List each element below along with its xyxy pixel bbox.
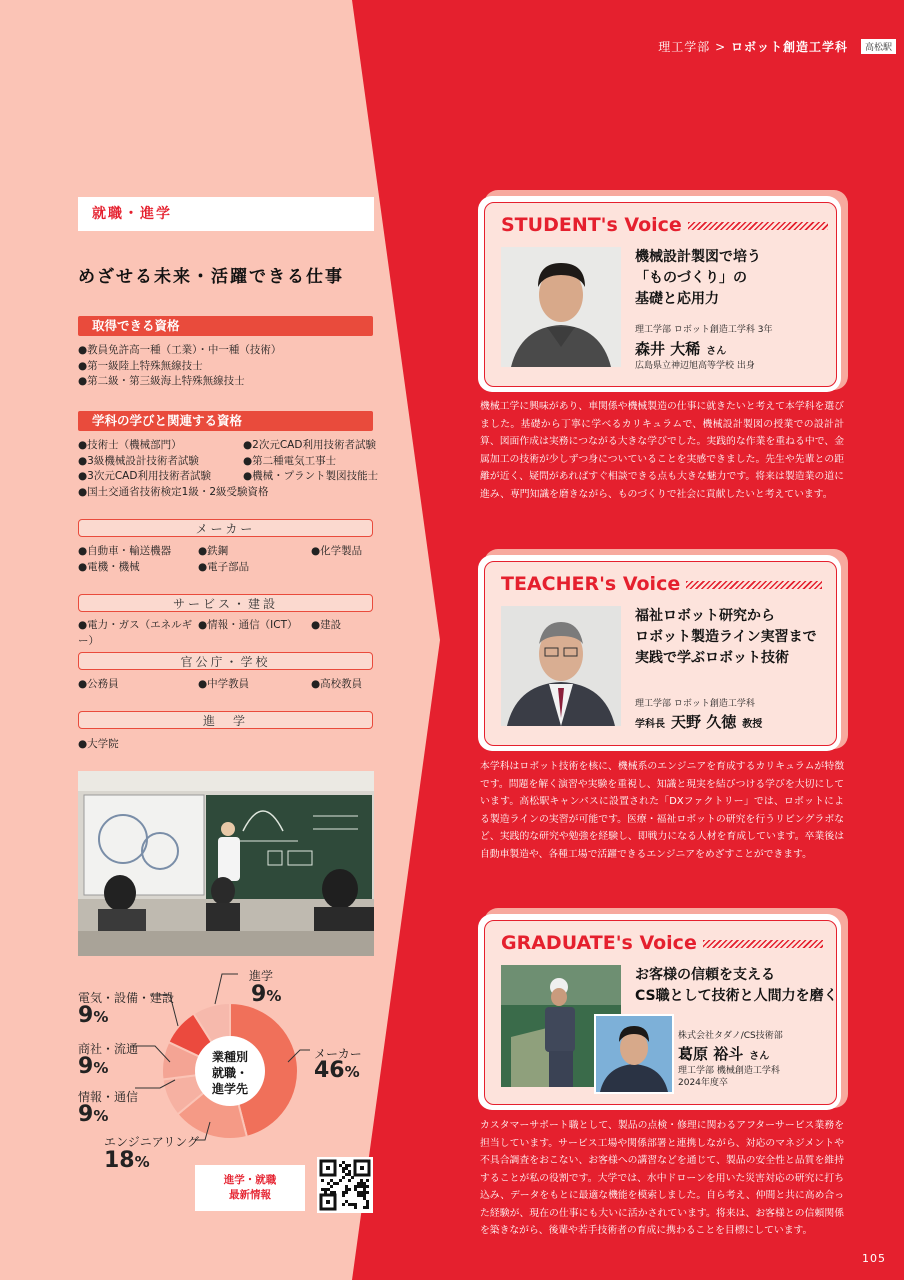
donut-value-shingaku: 9% [251, 982, 282, 1007]
student-voice-title: STUDENT's Voice [501, 214, 828, 236]
qr-cell [345, 1191, 348, 1194]
qr-cell [357, 1185, 360, 1188]
outlet-list-service [78, 618, 378, 649]
list-item: ●3次元CAD利用技術者試験 [78, 470, 211, 482]
donut-center-line: 業種別 [211, 1050, 249, 1064]
outlet-list-maker [78, 544, 378, 575]
qr-cell [348, 1188, 351, 1191]
section-tag: 就職・進学 [78, 197, 374, 231]
graduate-year: 2024年度卒 [678, 1078, 728, 1088]
outlet-heading-maker: メーカー [78, 519, 373, 537]
donut-label-info: 情報・通信 [78, 1090, 139, 1104]
breadcrumb-parent[interactable]: 理工学部 [658, 40, 711, 54]
teacher-photo [501, 606, 621, 726]
list-item: ●建設 [311, 619, 342, 631]
qr-code[interactable] [317, 1157, 373, 1213]
related-list [78, 438, 378, 485]
list-item: ●電子部品 [198, 560, 250, 573]
teacher-voice-title: TEACHER's Voice [501, 573, 822, 595]
qr-cell [360, 1194, 363, 1197]
qr-cell [345, 1167, 348, 1170]
station-badge: 高松駅 [861, 39, 896, 54]
donut-value-info: 9% [78, 1102, 109, 1127]
qr-cell [363, 1191, 366, 1194]
section-heading: めざせる未来・活躍できる仕事 [78, 267, 344, 287]
breadcrumb-current: ロボット創造工学科 [730, 40, 848, 54]
qualifications-list [78, 343, 281, 390]
student-body: 機械工学に興味があり、車関係や機械製造の仕事に就きたいと考えて本学科を選びました。基礎から丁寧に学べるカリキュラムで、機械設計製図の授業での設計計算、図面作成は実務につながる大きな学びでした。実践的な作業を重ねる中で、金属加工の技術が少しずつ身についていることを実感できました。先生や先輩との距離が近く、疑問があればすぐ相談できる点も大きな魅力です。将来は製造業の道に進み、専門知識を磨きながら、ものづくりで社会に貢献したいと考えています。 [480, 401, 844, 500]
list-item: ●教員免許高一種（工業）・中一種（技術） [78, 344, 282, 356]
donut-value-engineering: 18% [104, 1148, 150, 1173]
qr-cell [342, 1191, 345, 1194]
qr-cell [345, 1173, 348, 1176]
qr-cell [357, 1194, 360, 1197]
qr-cell [366, 1203, 369, 1206]
donut-label-engineering: エンジニアリング [104, 1135, 199, 1149]
qr-cell [363, 1188, 366, 1191]
donut-label-commerce: 商社・流通 [78, 1042, 139, 1056]
career-info-line: 進学・就職 [223, 1174, 277, 1186]
qr-cell [327, 1182, 330, 1185]
related-heading: 学科の学びと関連する資格 [78, 411, 373, 431]
qr-cell [321, 1179, 324, 1182]
outlet-heading-public: 官公庁・学校 [78, 652, 373, 670]
breadcrumb [658, 38, 848, 55]
qualifications-heading: 取得できる資格 [78, 316, 373, 336]
qr-cell [354, 1203, 357, 1206]
list-item: ●電力・ガス（エネルギー） [78, 619, 193, 647]
list-item: ●鉄鋼 [198, 545, 229, 557]
qr-cell [336, 1182, 339, 1185]
qr-cell [363, 1206, 366, 1209]
qr-cell [348, 1203, 351, 1206]
qr-cell [348, 1164, 351, 1167]
qr-cell [345, 1185, 348, 1188]
donut-value-commerce: 9% [78, 1054, 109, 1079]
qr-cell [360, 1191, 363, 1194]
list-item: ●自動車・輸送機器 [78, 545, 172, 557]
list-item: ●第一級陸上特殊無線技士 [78, 359, 203, 372]
student-headline: 機械設計製図で培う 「ものづくり」の 基礎と応用力 [635, 249, 761, 307]
list-item: ●化学製品 [311, 545, 363, 557]
classroom-photo [78, 771, 374, 956]
graduate-name: 葛原 裕斗 さん [678, 1045, 770, 1063]
qr-cell [342, 1194, 345, 1197]
graduate-portrait-photo [594, 1014, 674, 1094]
donut-label-electric: 電気・設備・建設 [78, 991, 175, 1005]
qr-cell [357, 1182, 360, 1185]
list-item: ●機械・プラント製図技能士 [243, 470, 379, 482]
career-info-line: 最新情報 [229, 1189, 271, 1201]
list-item: ●大学院 [78, 738, 119, 750]
breadcrumb-separator: > [715, 40, 727, 54]
qr-cell [363, 1197, 366, 1200]
qr-cell [348, 1179, 351, 1182]
graduate-company: 株式会社タダノ/CS技術部 [678, 1031, 783, 1041]
teacher-affiliation: 理工学部 ロボット創造工学科 [635, 699, 755, 709]
teacher-body: 本学科はロボット技術を核に、機械系のエンジニアを育成するカリキュラムが特徴です。問題を解く演習や実験を重視し、知識と現実を結びつける学びを大切にしています。高松駅キャンパスに設置された「DXファクトリー」では、ロボットによる製造ラインの実習が可能です。医療・福祉ロボットの研究を行うリビングラボなど、実践的な研究や勉強を経験し、即戦力になる人材を育成しています。卒業後は自動車製造や、各種工場で活躍できるエンジニアをめざすことができます。 [480, 761, 844, 860]
graduate-dept: 理工学部 機械創造工学科 [678, 1066, 780, 1076]
list-item: ●第二級・第三級海上特殊無線技士 [78, 375, 245, 387]
outlet-heading-grad: 進 学 [78, 711, 373, 729]
list-item: ●技術士（機械部門） [78, 439, 182, 451]
qr-cell [354, 1185, 357, 1188]
qr-cell [351, 1203, 354, 1206]
qr-cell [342, 1176, 345, 1179]
qr-cell [357, 1191, 360, 1194]
qr-cell [360, 1182, 363, 1185]
qr-cell [354, 1206, 357, 1209]
qr-cell [342, 1161, 345, 1164]
qr-cell [360, 1179, 363, 1182]
qr-cell [327, 1188, 330, 1191]
donut-center-line: 進学先 [211, 1082, 249, 1096]
list-item: ●国土交通省技術検定1級・2級受験資格 [78, 486, 269, 498]
qr-cell [345, 1188, 348, 1191]
donut-value-electric: 9% [78, 1003, 109, 1028]
list-item: ●高校教員 [311, 678, 363, 690]
qr-cell [366, 1179, 369, 1182]
qr-cell [366, 1185, 369, 1188]
list-item: ●2次元CAD利用技術者試験 [243, 439, 376, 451]
qr-cell [363, 1194, 366, 1197]
qr-cell [348, 1170, 351, 1173]
qr-cell [342, 1170, 345, 1173]
graduate-voice-title: GRADUATE's Voice [501, 932, 823, 954]
donut-label-maker: メーカー [314, 1047, 362, 1061]
qr-cell [342, 1167, 345, 1170]
graduate-body: カスタマーサポート職として、製品の点検・修理に関わるアフターサービス業務を担当しています。サービス工場や関係部署と連携しながら、対応のマネジメントや不具合調査をおこない、お客様への講習などを通じて、製品の安全性と品質を維持することが私の役割です。大学では、水中ドローンを用いた災害対応の研究に打ち込み、データをもとに最適な機能を模索しました。自ら考え、仲間と共に高め合った経験が、現在の仕事にも大いに活かされています。将来は、お客様との信頼関係を築きながら、後輩や若手技術者の育成に携わることを目標にしています。 [480, 1120, 844, 1236]
teacher-headline: 福祉ロボット研究から ロボット製造ライン実習まで 実践で学ぶロボット技術 [635, 608, 817, 666]
qr-cell [345, 1200, 348, 1203]
qr-cell [360, 1185, 363, 1188]
list-item: ●情報・通信（ICT） [198, 619, 298, 631]
qr-cell [321, 1188, 324, 1191]
student-school: 広島県立神辺旭高等学校 出身 [635, 361, 755, 371]
page-number: 105 [862, 1252, 886, 1265]
list-item: ●第二種電気工事士 [243, 454, 337, 467]
qr-cell [342, 1203, 345, 1206]
outlet-heading-service: サービス・建設 [78, 594, 373, 612]
teacher-name: 学科長 天野 久徳 教授 [635, 713, 763, 731]
qr-cell [345, 1164, 348, 1167]
list-item: ●電機・機械 [78, 560, 140, 573]
career-info-button[interactable] [195, 1165, 305, 1211]
qr-cell [330, 1185, 333, 1188]
donut-center-line: 就職・ [211, 1066, 249, 1080]
qr-cell [366, 1200, 369, 1203]
student-affiliation: 理工学部 ロボット創造工学科 3年 [635, 325, 773, 335]
list-item: ●公務員 [78, 678, 119, 690]
qr-cell [354, 1188, 357, 1191]
student-name: 森井 大稀 さん [635, 340, 727, 358]
list-item: ●中学教員 [198, 678, 250, 690]
donut-value-maker: 46% [314, 1058, 360, 1083]
qr-cell [363, 1182, 366, 1185]
donut-label-shingaku: 進学 [249, 969, 274, 983]
qr-cell [330, 1179, 333, 1182]
qr-cell [324, 1188, 327, 1191]
student-photo [501, 247, 621, 367]
qr-cell [348, 1173, 351, 1176]
graduate-headline: お客様の信頼を支える CS職として技術と人間力を磨く [635, 967, 838, 1004]
qr-cell [339, 1164, 342, 1167]
qr-cell [339, 1179, 342, 1182]
list-item: ●3級機械設計技術者試験 [78, 454, 199, 467]
qr-cell [363, 1185, 366, 1188]
qr-cell [366, 1191, 369, 1194]
qr-cell [333, 1182, 336, 1185]
outlet-list-public [78, 677, 378, 693]
qr-cell [366, 1206, 369, 1209]
